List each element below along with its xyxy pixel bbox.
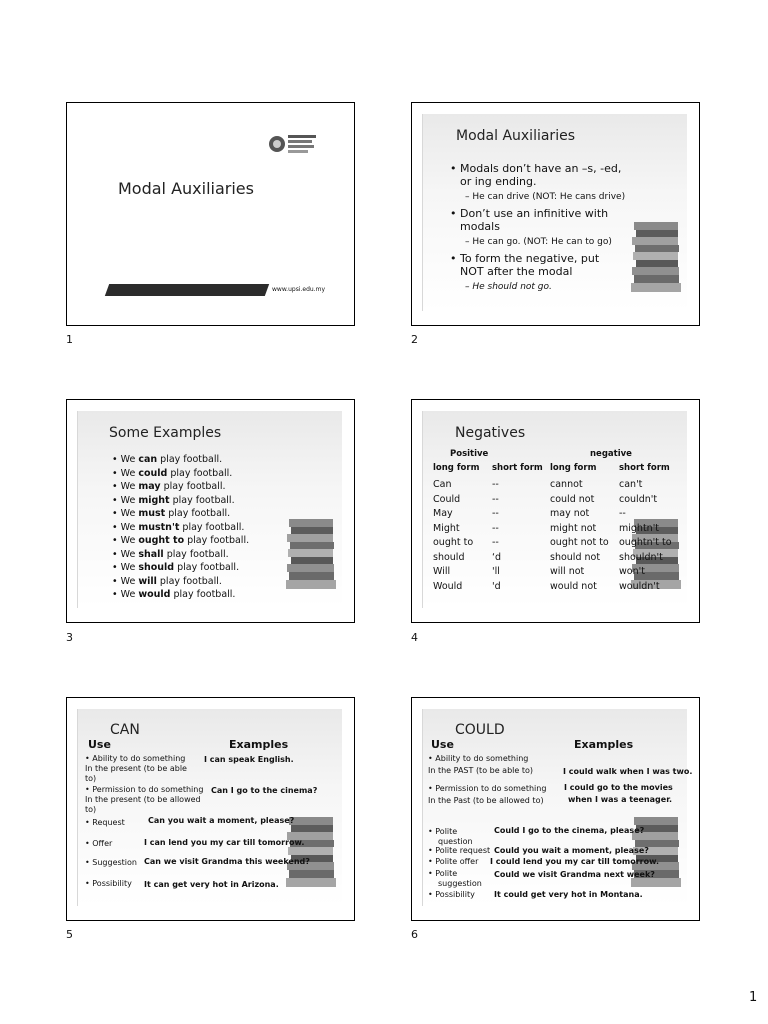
slide-number-5: 5 xyxy=(66,928,73,941)
page-number: 1 xyxy=(749,990,758,1005)
slide-2-bullet-3: • To form the negative, put NOT after the modal xyxy=(450,252,600,278)
table-cell: will not xyxy=(550,566,585,577)
slide-2-bullet-2: • Don’t use an infinitive with modals xyxy=(450,207,609,233)
slide-3-examples xyxy=(112,453,249,602)
slide-2 xyxy=(411,102,700,326)
example-possibility: It can get very hot in Arizona. xyxy=(144,880,279,889)
use-label: Use xyxy=(88,738,111,751)
table-cell: wouldn't xyxy=(619,580,660,592)
use-permission: • Permission to do something In the present (to be allowed to) xyxy=(85,785,204,814)
use-polite-suggestion: • Polite suggestion xyxy=(428,869,482,888)
example-permission: Can I go to the cinema? xyxy=(211,786,318,795)
slide-3 xyxy=(66,399,355,623)
example-polite-offer: I could lend you my car till tomorrow. xyxy=(490,857,660,866)
group-negative-label: negative xyxy=(590,449,632,459)
slide-2-sub-1: – He can drive (NOT: He cans drive) xyxy=(465,192,626,202)
example-item: • We ought to play football. xyxy=(112,535,250,546)
table-cell: ought to xyxy=(433,537,474,548)
use-offer: • Offer xyxy=(85,839,113,848)
table-cell: won't xyxy=(619,566,645,577)
example-polite-suggestion: Could we visit Grandma next week? xyxy=(494,870,655,879)
table-cell: -- xyxy=(492,479,499,490)
university-logo xyxy=(267,131,319,157)
table-cell: 'll xyxy=(492,566,500,577)
slide-1-url: www.upsi.edu.my xyxy=(272,286,325,293)
table-cell: cannot xyxy=(550,479,583,490)
slide-number-2: 2 xyxy=(411,333,418,346)
table-cell: might not xyxy=(550,522,597,534)
slide-1-title: Modal Auxiliaries xyxy=(118,179,254,198)
table-cell: ‘d xyxy=(492,551,502,563)
table-cell: shouldn't xyxy=(619,551,663,563)
books-stack-image xyxy=(630,218,686,296)
slide-2-title: Modal Auxiliaries xyxy=(456,128,575,144)
slide-number-3: 3 xyxy=(66,631,73,644)
use-ability: • Ability to do something In the present (to be able to) xyxy=(85,754,187,783)
slide-5 xyxy=(66,697,355,921)
table-cell: 'd xyxy=(492,580,501,592)
table-cell: could not xyxy=(550,493,595,505)
example-request: Can you wait a moment, please? xyxy=(148,816,295,825)
table-cell: -- xyxy=(619,508,626,519)
example-item: • We must play football. xyxy=(112,508,231,519)
use-polite-question: • Polite question xyxy=(428,827,473,846)
table-cell: Would xyxy=(433,580,463,592)
table-cell: can't xyxy=(619,479,643,490)
header-short-form-2: short form xyxy=(619,463,670,473)
table-cell: -- xyxy=(492,508,499,519)
example-suggestion: Can we visit Grandma this weekend? xyxy=(144,857,310,866)
table-cell: Could xyxy=(433,493,461,505)
slide-number-1: 1 xyxy=(66,333,73,346)
table-cell: couldn't xyxy=(619,493,658,505)
use-polite-request: • Polite request xyxy=(428,846,491,855)
slide-6-title: COULD xyxy=(455,722,505,738)
examples-label: Examples xyxy=(229,738,289,751)
example-item: • We could play football. xyxy=(112,467,233,479)
example-item: • We would play football. xyxy=(112,589,236,600)
slide-2-sub-2: – He can go. (NOT: He can to go) xyxy=(465,237,612,247)
table-cell: Might xyxy=(433,522,460,534)
use-possibility: • Possibility xyxy=(428,890,475,899)
example-permission: I could go to the movies when I was a teenager. xyxy=(564,783,673,804)
example-possibility: It could get very hot in Montana. xyxy=(494,890,643,899)
slide-number-4: 4 xyxy=(411,631,418,644)
table-cell: -- xyxy=(492,537,499,548)
table-cell: may not xyxy=(550,508,590,519)
slide-5-title: CAN xyxy=(110,722,140,738)
slide-4-title: Negatives xyxy=(455,425,526,441)
example-item: • We might play football. xyxy=(112,494,235,506)
slide-6 xyxy=(411,697,700,921)
table-cell: would not xyxy=(550,580,597,592)
slide-1 xyxy=(66,102,355,326)
use-permission: • Permission to do something In the Past (to be allowed to) xyxy=(428,784,547,805)
table-cell: should not xyxy=(550,551,601,563)
slide-2-bullet-1: • Modals don’t have an –s, -ed, or ing ending. xyxy=(450,162,622,188)
table-cell: May xyxy=(433,508,453,519)
use-polite-offer: • Polite offer xyxy=(428,857,479,866)
example-item: • We can play football. xyxy=(112,454,223,465)
table-cell: should xyxy=(433,551,465,563)
use-request: • Request xyxy=(85,818,125,827)
example-polite-question: Could I go to the cinema, please? xyxy=(494,826,645,835)
table-cell: -- xyxy=(492,493,499,505)
example-polite-request: Could you wait a moment, please? xyxy=(494,846,649,855)
header-long-form-2: long form xyxy=(550,463,597,473)
example-item: • We mustn't play football. xyxy=(112,521,245,533)
table-cell: Will xyxy=(433,566,451,577)
use-ability: • Ability to do something In the PAST (to be able to) xyxy=(428,754,533,775)
table-cell: ought not to xyxy=(550,537,609,548)
slide-3-title: Some Examples xyxy=(109,425,222,441)
table-cell: Can xyxy=(433,479,452,490)
slide-1-bar xyxy=(105,284,269,296)
examples-label: Examples xyxy=(574,738,634,751)
books-stack-image xyxy=(285,515,341,593)
slide-4 xyxy=(411,399,700,623)
table-cell: -- xyxy=(492,522,499,534)
slide-number-6: 6 xyxy=(411,928,418,941)
example-ability: I can speak English. xyxy=(204,755,294,764)
table-cell: oughtn't to xyxy=(619,537,672,548)
use-possibility: • Possibility xyxy=(85,879,132,888)
use-label: Use xyxy=(431,738,454,751)
example-item: • We should play football. xyxy=(112,562,240,573)
slide-2-sub-3: – He should not go. xyxy=(465,282,552,292)
use-suggestion: • Suggestion xyxy=(85,858,137,867)
group-positive-label: Positive xyxy=(450,449,489,459)
table-cell: mightn't xyxy=(619,522,660,534)
example-item: • We will play football. xyxy=(112,575,222,587)
example-item: • We may play football. xyxy=(112,481,226,492)
example-ability: I could walk when I was two. xyxy=(563,767,693,776)
header-long-form-1: long form xyxy=(433,463,480,473)
header-short-form-1: short form xyxy=(492,463,543,473)
example-item: • We shall play football. xyxy=(112,548,229,560)
example-offer: I can lend you my car till tomorrow. xyxy=(144,838,305,847)
